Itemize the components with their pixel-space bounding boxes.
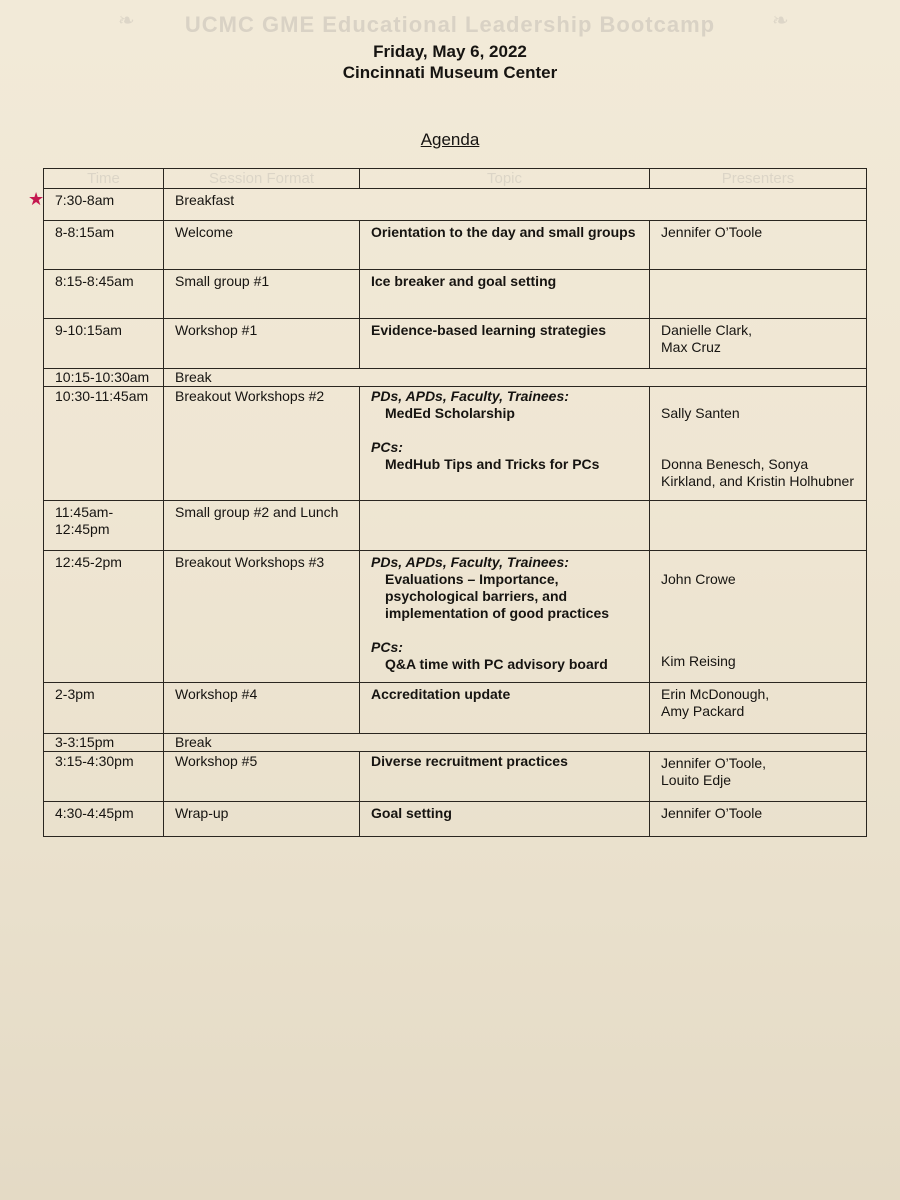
- column-header-time: Time: [44, 169, 164, 189]
- time-cell: 11:45am- 12:45pm: [44, 501, 164, 551]
- topic-cell: Evidence-based learning strategies: [360, 319, 650, 369]
- format-cell: Breakout Workshops #2: [164, 387, 360, 501]
- column-header-session-format: Session Format: [164, 169, 360, 189]
- session-topic: MedHub Tips and Tricks for PCs: [385, 456, 600, 472]
- topic-cell: [360, 551, 650, 683]
- audience-category: PDs, APDs, Faculty, Trainees:: [371, 388, 569, 404]
- topic-cell: Orientation to the day and small groups: [360, 221, 650, 270]
- time-cell: 12:45-2pm: [44, 551, 164, 683]
- session-topic: Evaluations – Importance, psychological barriers, and implementation of good practices: [385, 571, 610, 621]
- table-row: [44, 683, 867, 734]
- time-cell: 10:15-10:30am: [44, 369, 164, 387]
- presenters-cell: [650, 551, 867, 683]
- topic-cell: [360, 501, 650, 551]
- format-cell: Small group #1: [164, 270, 360, 319]
- table-row: [44, 734, 867, 752]
- audience-category: PCs:: [371, 439, 403, 455]
- time-cell: 8-8:15am: [44, 221, 164, 270]
- topic-cell: Diverse recruitment practices: [360, 752, 650, 802]
- column-header-topic: Topic: [360, 169, 650, 189]
- time-cell: 8:15-8:45am: [44, 270, 164, 319]
- presenters-cell: [650, 501, 867, 551]
- time-cell: 3-3:15pm: [44, 734, 164, 752]
- time-cell: 4:30-4:45pm: [44, 802, 164, 837]
- format-cell: Breakfast: [164, 189, 867, 221]
- event-venue: Cincinnati Museum Center: [342, 63, 558, 82]
- topic-cell: Accreditation update: [360, 683, 650, 734]
- corner-mark-icon: ❧: [118, 10, 135, 32]
- agenda-heading: Agenda: [420, 130, 480, 149]
- topic-cell: [360, 387, 650, 501]
- format-cell: Workshop #1: [164, 319, 360, 369]
- session-topic: MedEd Scholarship: [385, 405, 515, 421]
- audience-category: PCs:: [371, 639, 403, 655]
- header-row: [44, 169, 867, 189]
- column-header-presenters: Presenters: [650, 169, 867, 189]
- time-cell: 2-3pm: [44, 683, 164, 734]
- presenter-name: Sally Santen: [661, 405, 740, 421]
- format-cell: Break: [164, 369, 867, 387]
- time-cell: 10:30-11:45am: [44, 387, 164, 501]
- format-cell: Welcome: [164, 221, 360, 270]
- presenters-cell: Erin McDonough, Amy Packard: [650, 683, 867, 734]
- table-row: [44, 270, 867, 319]
- format-cell: Wrap-up: [164, 802, 360, 837]
- header-title: UCMC GME Educational Leadership Bootcamp: [184, 12, 716, 37]
- format-cell: Workshop #5: [164, 752, 360, 802]
- time-cell: 9-10:15am: [44, 319, 164, 369]
- table-row: [44, 319, 867, 369]
- session-topic: Q&A time with PC advisory board: [385, 656, 608, 672]
- time-cell: 7:30-8am: [44, 189, 164, 221]
- presenters-cell: Jennifer O’Toole: [650, 221, 867, 270]
- format-cell: Break: [164, 734, 867, 752]
- table-row: [44, 387, 867, 501]
- table-row: [44, 752, 867, 802]
- table-row: [44, 369, 867, 387]
- presenters-cell: Danielle Clark, Max Cruz: [650, 319, 867, 369]
- presenters-cell: Jennifer O’Toole: [650, 802, 867, 837]
- table-row: [44, 221, 867, 270]
- agenda-table: [43, 168, 867, 837]
- table-row: [44, 189, 867, 221]
- table-row: [44, 551, 867, 683]
- table-row: [44, 802, 867, 837]
- presenters-cell: [650, 270, 867, 319]
- audience-category: PDs, APDs, Faculty, Trainees:: [371, 554, 569, 570]
- corner-mark-icon: ❧: [772, 10, 789, 32]
- format-cell: Workshop #4: [164, 683, 360, 734]
- event-date: Friday, May 6, 2022: [373, 42, 527, 61]
- hand-drawn-star-icon: ★: [28, 189, 45, 209]
- format-cell: Breakout Workshops #3: [164, 551, 360, 683]
- table-row: [44, 501, 867, 551]
- presenter-name: Kim Reising: [661, 653, 736, 669]
- topic-cell: Goal setting: [360, 802, 650, 837]
- presenter-name: John Crowe: [661, 571, 736, 587]
- presenters-cell: Jennifer O’Toole, Louito Edje: [650, 752, 867, 802]
- presenters-cell: [650, 387, 867, 501]
- presenter-name: Donna Benesch, Sonya Kirkland, and Kristin Holhubner: [661, 456, 854, 489]
- topic-cell: Ice breaker and goal setting: [360, 270, 650, 319]
- format-cell: Small group #2 and Lunch: [164, 501, 360, 551]
- time-cell: 3:15-4:30pm: [44, 752, 164, 802]
